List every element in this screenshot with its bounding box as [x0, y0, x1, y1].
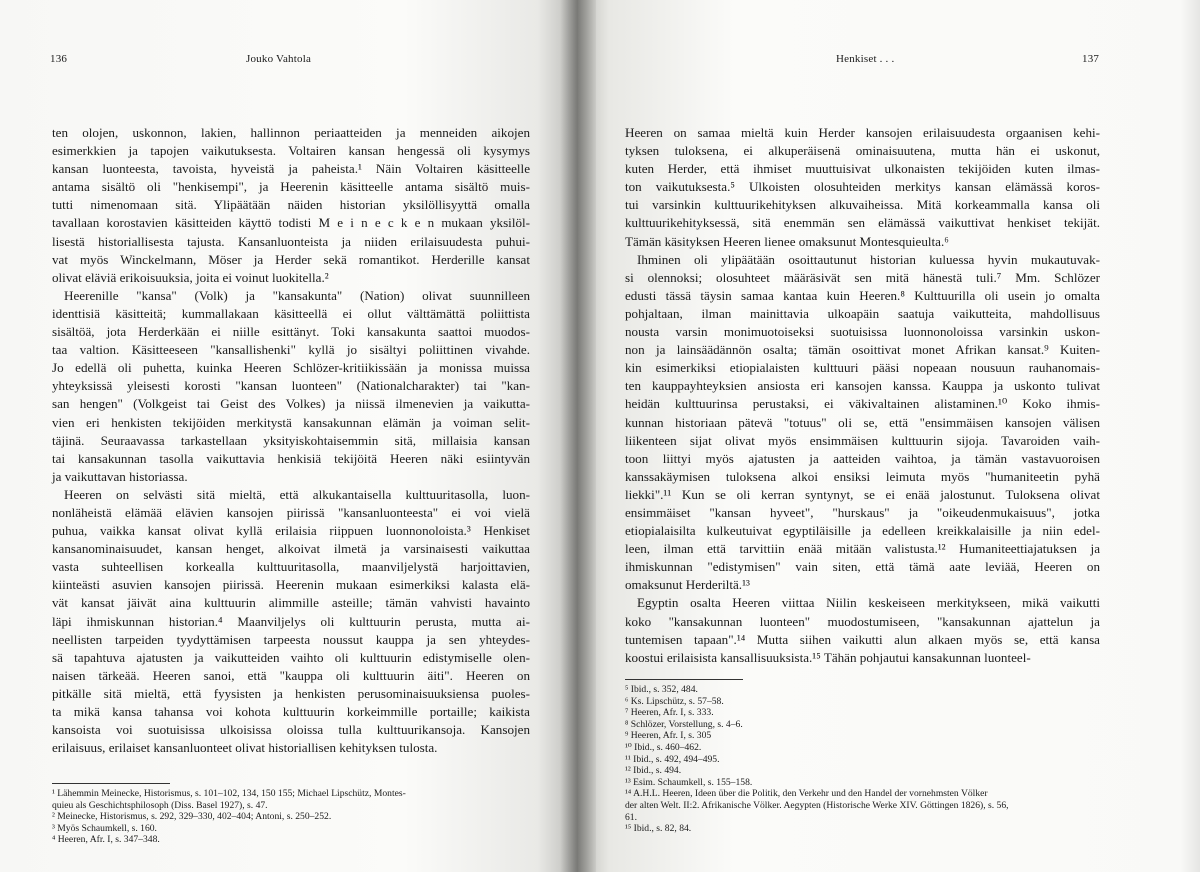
footnote: ¹⁴ A.H.L. Heeren, Ideen über die Politik, den Verkehr und den Handel der vornehmsten Völker — [625, 788, 988, 800]
text-line: erilaisuus, erilaiset kansanluonteet olivat historiallisen kehityksen tulosta. — [52, 740, 438, 756]
text-line: sisältöä, jota Herderkään ei niille esittänyt. Toki kansakunta saattoi muodos- — [52, 324, 530, 340]
text-line: leen, ilman että tarvittiin enää mitään valistusta.¹² Humaniteettiajatuksen ja — [625, 541, 1100, 557]
footnote-rule-left — [52, 783, 170, 784]
footnote: ¹ Lähemmin Meinecke, Historismus, s. 101–102, 134, 150 155; Michael Lipschütz, Montes- — [52, 788, 406, 799]
text-line: kunnan historiaan pätevä "totuus" oli se, että "ensimmäisen kansojen välisen — [625, 414, 1100, 430]
text-line: antama sisältö oli "henkisempi", ja Heerenin käsitteelle antama sisältö muis- — [52, 179, 530, 195]
running-head-right: Henkiset . . . — [836, 53, 895, 65]
text-line: identtisiä käsitteitä; kummallakaan käsitteellä ei ollut välttämättä poliittista — [52, 305, 530, 321]
text-line: etiopialaisilta kulkeutuivat egyptiläisille ja edelleen kreikkalaisille ja niin edel- — [625, 523, 1100, 539]
right-footnotes — [625, 684, 1100, 835]
text-line: kulttuurikehityksessä, sitä enemmän sen elämässä vaikuttivat henkiset tekijät. — [625, 215, 1100, 231]
footnote: ¹⁰ Ibid., s. 460–462. — [625, 741, 702, 753]
footnote: ⁷ Heeren, Afr. I, s. 333. — [625, 707, 714, 719]
text-line: Ihminen oli ylipäätään osoittautunut historian kuluessa hyvin mukautuvak- — [637, 251, 1100, 267]
text-line: heidän kulttuurinsa perustaksi, ei väkivaltainen alistaminen.¹⁰ Koko ihmis- — [625, 396, 1100, 412]
book-gutter — [560, 0, 596, 872]
text-line: non ja lainsäädännön osalta; tämän osoittivat monet Afrikan kansat.⁹ Kuiten- — [625, 342, 1100, 358]
page-number-right: 137 — [1082, 53, 1100, 65]
text-line: koostui erilaisista kansallisuuksista.¹⁵ Tähän pohjautui kansakunnan luonteel- — [625, 649, 1031, 665]
text-line: Tämän käsityksen Heeren lienee omaksunut Montesquieulta.⁶ — [625, 233, 949, 249]
text-line: nonläheistä elämää elävien kansojen piirissä "kansanluonteesta" ei voi vielä — [52, 504, 530, 520]
text-line: liikenteen sijat olivat myös ensimmäisen kulttuurin sijoja. Tavaroiden vaih- — [625, 432, 1100, 448]
footnote: ⁴ Heeren, Afr. I, s. 347–348. — [52, 834, 160, 846]
text-line: tyksen tuloksena, ei alkuperäisenä ominaisuutena, mutta hän ei uskonut, — [625, 143, 1100, 159]
footnote: ⁸ Schlözer, Vorstellung, s. 4–6. — [625, 718, 743, 730]
footnote: ² Meinecke, Historismus, s. 292, 329–330, 402–404; Antoni, s. 250–252. — [52, 811, 332, 823]
text-line: Jo edellä oli puhetta, kuinka Heeren Schlözer-kritiikissään ja monissa muissa — [52, 360, 530, 376]
text-line: kansoista voi suotuisissa ulkoisissa oloissa tulla kulttuurikansoja. Kansojen — [52, 722, 530, 738]
text-line: ton vaikutuksesta.⁵ Ulkoisten olosuhteiden merkitys kansan elämässä koros- — [625, 179, 1100, 195]
text-line: lisestä historiallisesta tajusta. Kansanluonteista ja niiden erilaisuudesta puhui- — [52, 233, 530, 249]
text-line: olivat eläviä erikoisuuksia, joita ei voinut luokitella.² — [52, 269, 329, 285]
text-line: koko "kansakunnan luonteen" muodostumiseen, "kansakunnan ajattelun ja — [625, 613, 1100, 629]
text-line: Heerenille "kansa" (Volk) ja "kansakunta" (Nation) olivat suunnilleen — [64, 287, 530, 303]
text-line: yhteyksissä yleisesti korosti "kansan luonteen" (Nationalcharakter) tai "kan- — [52, 378, 530, 394]
text-line: pitkälle sitä mieltä, että fyysisten ja henkisten perusominaisuuksiensa puoles- — [52, 685, 530, 701]
text-line: nousta varsin monimuotoiseksi suotuisissa luonnonoloissa varsinkin uskon- — [625, 324, 1100, 340]
running-head-left: Jouko Vahtola — [246, 53, 312, 65]
footnote: quieu als Geschichtsphilosoph (Diss. Basel 1927), s. 47. — [52, 799, 268, 811]
text-line: vat myös Winckelmann, Möser ja Herder sekä romantikot. Herderille kansat — [52, 251, 530, 267]
text-line: kin esimerkiksi etiopialaisten kulttuuri pääsi nopeaan nousuun rauhanomais- — [625, 360, 1100, 376]
footnote: ⁹ Heeren, Afr. I, s. 305 — [625, 730, 712, 742]
text-line: kansanominaisuudet, kansan henget, alkoivat ilmetä ja varsinaisesti vaikuttaa — [52, 541, 530, 557]
text-line: si olennoksi; olosuhteet määräsivät sen mitä hänestä tuli.⁷ Mm. Schlözer — [625, 269, 1100, 285]
text-line: kanssakäymisen tuloksena alkoi ensiksi leimuta myös "humaniteetin pyhä — [625, 468, 1100, 484]
text-line: puhua, vaikka kansat olivat kyllä erilaisia riippuen luonnonoloista.³ Henkiset — [52, 523, 530, 539]
text-line: tavallaan korostavien käsitteiden käyttö todisti M e i n e c k e n mukaan yksilöl- — [52, 215, 530, 231]
text-line: neellisten tarpeiden tyydyttämisen tarpeesta noussut kauppa ja sen yhteydes- — [52, 631, 530, 647]
text-line: liekki".¹¹ Kun se oli kerran syntynyt, se ei enää jalostunut. Tuloksena olivat — [625, 486, 1100, 502]
text-line: esimerkkien ja tapojen vaikutuksesta. Voltairen kansan hengessä oli kysymys — [52, 143, 530, 159]
text-line: tuntemisen tapaan".¹⁴ Mutta siihen vaikutti alun alkaen myös se, että kansa — [625, 631, 1100, 647]
text-line: kiinteästi asuvien kansojen piirissä. Heerenin mukaan esimerkiksi kalasta elä- — [52, 577, 530, 593]
text-line: vät kansat jäivät aina kulttuurin alimmille asteille; tämän vahvisti havainto — [52, 595, 530, 611]
text-line: sä tapahtuva ajatusten ja vaikutteiden vaihto oli kulttuurin edistymiselle olen- — [52, 649, 530, 665]
left-body-text — [52, 124, 530, 757]
text-line: ihmiskunnan "edistymisen" vain siten, että tämä aate leviää, Heeren on — [625, 559, 1100, 575]
text-line: vien eri henkisten tekijöiden merkitystä kansakunnan elämän ja voiman selit- — [52, 414, 530, 430]
text-line: taa valtion. Käsitteeseen "kansallishenki" kyllä jo sisältyi poliittinen vivahde. — [52, 342, 530, 358]
page-number-left: 136 — [50, 53, 68, 65]
text-line: naisen tärkeää. Heeren sanoi, että "kauppa oli kulttuurin äiti". Heeren on — [52, 667, 530, 683]
right-page — [578, 0, 1200, 872]
text-line: tutti nimenomaan sitä. Ylipäätään näiden historian yksilöllisyyttä omalla — [52, 197, 530, 213]
right-body-text — [625, 124, 1100, 667]
text-line: edusti tässä täysin samaa kantaa kuin Heeren.⁸ Kulttuurilla oli usein jo omalta — [625, 287, 1100, 303]
footnote: ¹² Ibid., s. 494. — [625, 765, 682, 777]
text-line: Egyptin osalta Heeren viittaa Niilin keskeiseen merkitykseen, mikä vaikutti — [637, 595, 1100, 611]
text-line: kansan luonteesta, tavoista, hyveistä ja paheista.¹ Näin Voltairen käsitteelle — [52, 161, 530, 177]
text-line: ten kauppayhteyksien ansiosta eri kansojen kanssa. Kauppa ja uskonto tulivat — [625, 378, 1100, 394]
footnote: ⁵ Ibid., s. 352, 484. — [625, 684, 698, 695]
text-line: Heeren on selvästi sitä mieltä, että alkukantaisella kulttuuritasolla, luon- — [64, 486, 530, 502]
text-line: täjinä. Seuraavassa tarkastellaan yksityiskohtaisemmin sitä, millaisia kansan — [52, 432, 530, 448]
text-line: pohjaltaan, ilman mainittavia ulkoapäin saatuja vaikutteita, mahdollisuus — [625, 305, 1100, 321]
text-line: ja vaikuttavan historiassa. — [52, 468, 188, 484]
footnote: der alten Welt. II:2. Afrikanische Völker. Aegypten (Historische Werke XIV. Göttingen 1826), s. 56, — [625, 799, 1009, 811]
text-line: Heeren on samaa mieltä kuin Herder kansojen erilaisuudesta orgaanisen kehi- — [625, 125, 1100, 140]
text-line: san hengen" (Volkgeist tai Geist des Volkes) ja niissä ilmenevien ja vaikutta- — [52, 396, 530, 412]
text-line: vasta suhteellisen korkealla kulttuuritasolla, maanviljelystä harjoittavien, — [52, 559, 530, 575]
text-line: toon liittyi myös ajatusten ja aatteiden vaihtoa, ja tämän vastavuoroisen — [625, 450, 1100, 466]
text-line: tui varsinkin kulttuurikehityksen alkuvaiheissa. Mitä korkeammalla kansa oli — [625, 197, 1100, 213]
text-line: tai kansakunnan tasolla vaikuttavia henkisiä tekijöitä Heeren näki esiintyvän — [52, 450, 530, 466]
footnote: ¹⁵ Ibid., s. 82, 84. — [625, 823, 692, 835]
footnote-rule-right — [625, 679, 743, 680]
footnote: 61. — [625, 811, 637, 823]
text-line: ta mikä kansa tahansa voi kohota kulttuurin korkeimmille portaille; kaikista — [52, 704, 530, 719]
text-line: ten olojen, uskonnon, lakien, hallinnon periaatteiden ja menneiden aikojen — [52, 125, 530, 140]
footnote: ¹³ Esim. Schaumkell, s. 155–158. — [625, 776, 753, 788]
text-line: kuten Herder, että ihmiset muuttuisivat ulkonaisten tekijöiden kuten ilmas- — [625, 161, 1100, 177]
text-line: ensimmäiset "kansan hyveet", "hurskaus" ja "oikeudenmukaisuus", jotka — [625, 504, 1100, 520]
left-page — [0, 0, 578, 872]
footnote: ⁶ Ks. Lipschütz, s. 57–58. — [625, 695, 724, 707]
left-footnotes — [52, 788, 530, 846]
footnote: ¹¹ Ibid., s. 492, 494–495. — [625, 753, 720, 765]
text-line: omaksunut Herderiltä.¹³ — [625, 577, 750, 593]
footnote: ³ Myös Schaumkell, s. 160. — [52, 822, 157, 834]
text-line: läpi ihmiskunnan historian.⁴ Maanviljelys oli kulttuurin perusta, mutta ai- — [52, 613, 530, 629]
